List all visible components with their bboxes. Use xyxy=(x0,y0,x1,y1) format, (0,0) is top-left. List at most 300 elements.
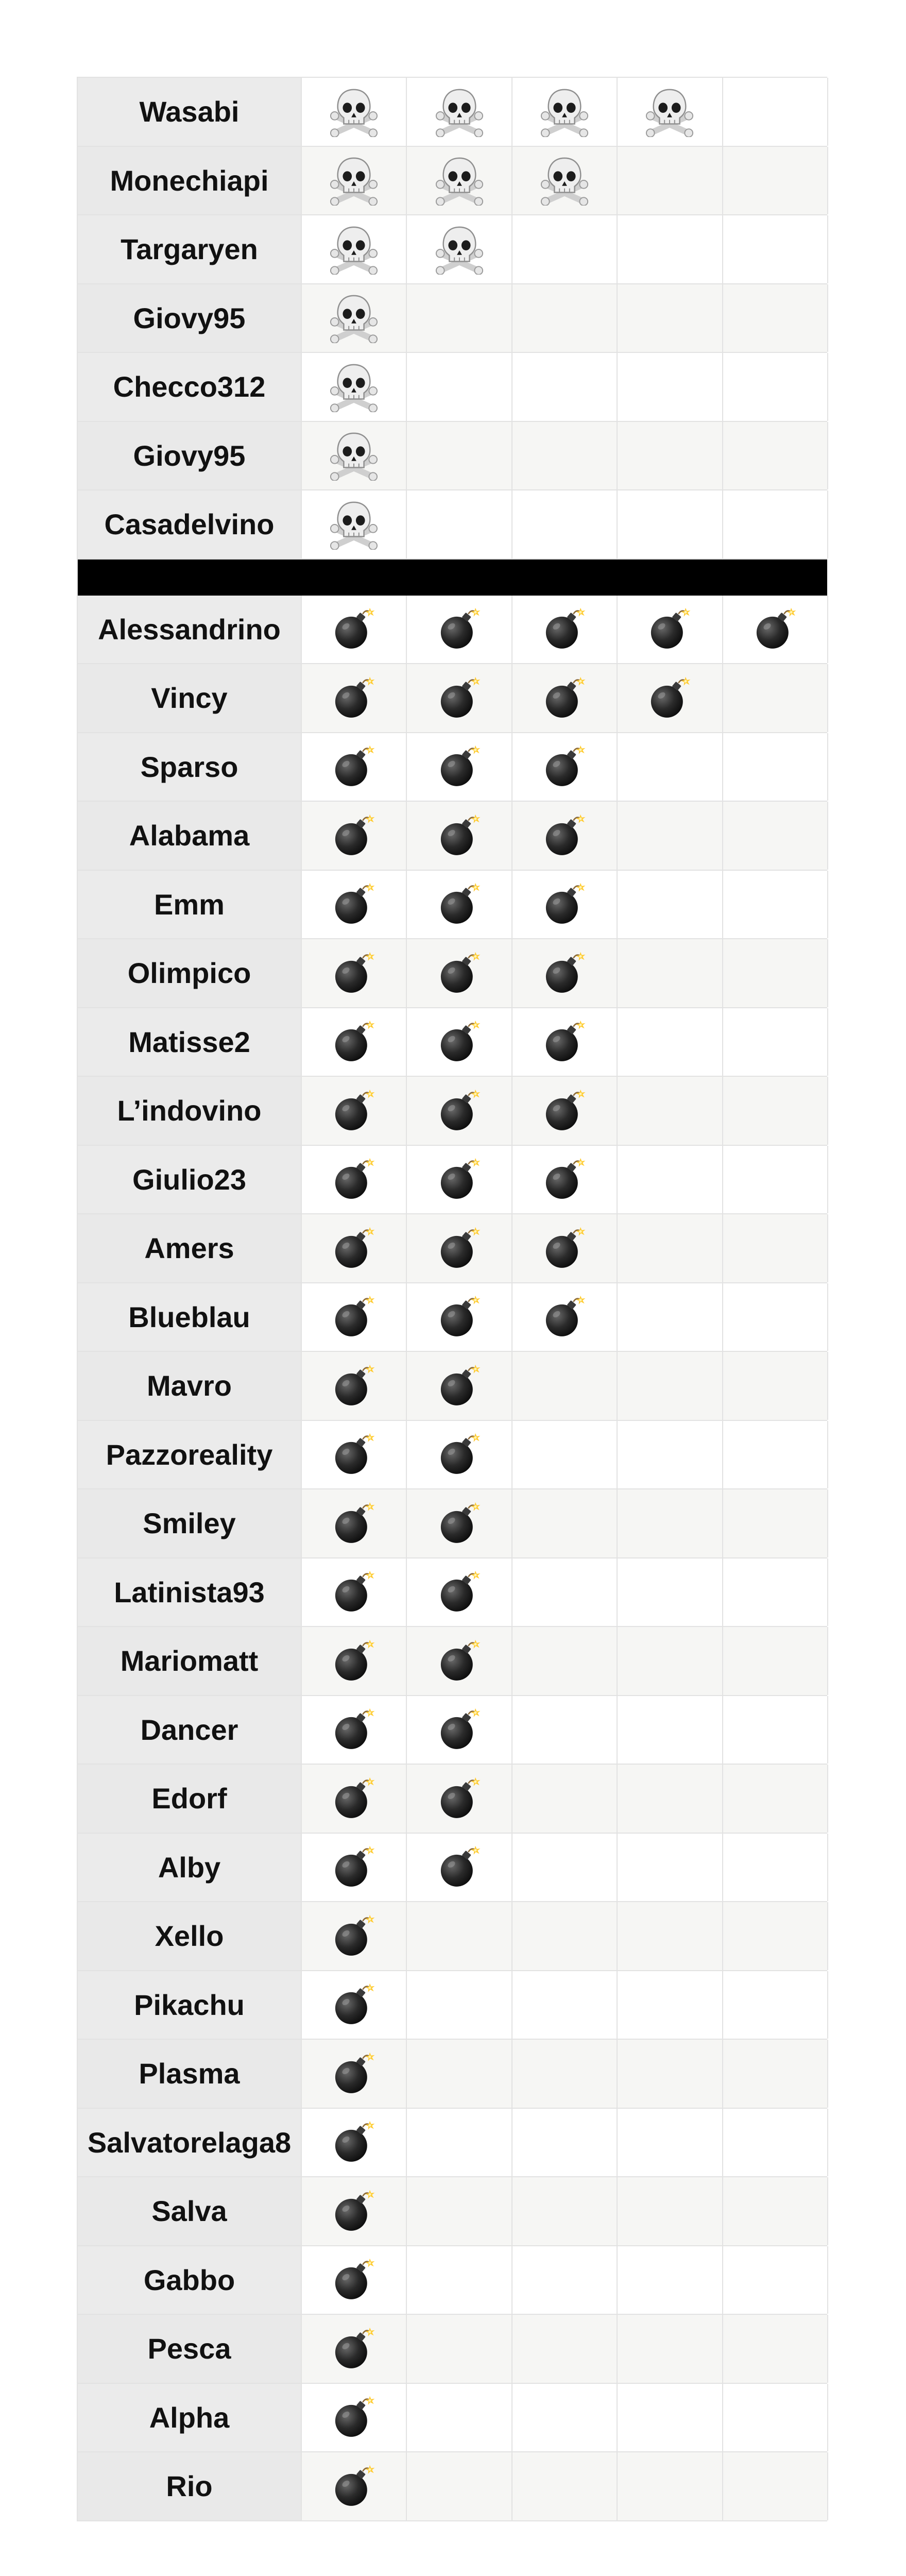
bomb-icon xyxy=(437,1364,482,1408)
tally-cell xyxy=(618,1008,723,1076)
tally-cell xyxy=(407,2452,512,2520)
tally-cell xyxy=(723,284,828,352)
bomb-icon xyxy=(437,1020,482,1064)
bomb-icon xyxy=(542,814,587,858)
tally-cell xyxy=(618,1558,723,1626)
player-name: Pesca xyxy=(78,2315,302,2383)
tally-cell xyxy=(302,1077,407,1145)
tally-cell xyxy=(618,2384,723,2452)
table-row xyxy=(78,215,827,284)
player-name: Matisse2 xyxy=(78,1008,302,1076)
tally-cell xyxy=(618,1627,723,1695)
tally-cell xyxy=(302,1765,407,1833)
tally-cell xyxy=(618,1765,723,1833)
tally-cell xyxy=(723,1765,828,1833)
bomb-icon xyxy=(647,607,692,651)
skull-and-crossbones-icon xyxy=(329,224,379,275)
tally-cell xyxy=(512,1214,618,1282)
tally-cell xyxy=(723,802,828,870)
tally-cell xyxy=(618,1077,723,1145)
tally-cell xyxy=(512,871,618,939)
tally-cell xyxy=(512,353,618,421)
skull-and-crossbones-icon xyxy=(329,293,379,343)
tally-cell xyxy=(407,1146,512,1214)
table-row xyxy=(78,2040,827,2109)
tally-cell xyxy=(302,422,407,490)
table-row xyxy=(78,2315,827,2384)
player-name: Plasma xyxy=(78,2040,302,2108)
tally-cell xyxy=(723,1558,828,1626)
skull-and-crossbones-icon xyxy=(644,87,695,137)
tally-cell xyxy=(302,2177,407,2245)
tally-cell xyxy=(618,353,723,421)
bomb-icon xyxy=(332,2120,376,2164)
bomb-icon xyxy=(542,951,587,995)
bomb-icon xyxy=(437,1570,482,1614)
tally-cell xyxy=(618,490,723,558)
tally-cell xyxy=(618,1146,723,1214)
tally-cell xyxy=(407,733,512,801)
bomb-icon xyxy=(542,676,587,720)
player-name: L’indovino xyxy=(78,1077,302,1145)
skull-and-crossbones-icon xyxy=(329,155,379,206)
skull-and-crossbones-icon xyxy=(434,224,485,275)
tally-cell xyxy=(302,1421,407,1489)
bomb-icon xyxy=(332,1776,376,1821)
bomb-icon xyxy=(332,1364,376,1408)
tally-cell xyxy=(723,1696,828,1764)
tally-cell xyxy=(512,2452,618,2520)
bomb-icon xyxy=(332,2464,376,2509)
tally-cell xyxy=(723,1008,828,1076)
table-row xyxy=(78,1627,827,1696)
tally-cell xyxy=(723,1214,828,1282)
tally-cell xyxy=(302,353,407,421)
bomb-icon xyxy=(437,1776,482,1821)
table-row xyxy=(78,802,827,871)
section-divider xyxy=(78,560,827,596)
table-row xyxy=(78,2384,827,2453)
tally-cell xyxy=(723,147,828,215)
tally-cell xyxy=(407,871,512,939)
bomb-icon xyxy=(332,676,376,720)
bomb-icon xyxy=(437,814,482,858)
table-row xyxy=(78,939,827,1008)
tally-cell xyxy=(723,596,828,664)
tally-cell xyxy=(407,802,512,870)
tally-cell xyxy=(512,1834,618,1902)
tally-cell xyxy=(302,1214,407,1282)
tally-cell xyxy=(302,1146,407,1214)
bomb-icon xyxy=(542,744,587,789)
tally-cell xyxy=(723,2246,828,2314)
player-name: Alpha xyxy=(78,2384,302,2452)
player-name: Xello xyxy=(78,1902,302,1970)
tally-cell xyxy=(512,1352,618,1420)
tally-cell xyxy=(723,1283,828,1351)
table-row xyxy=(78,2177,827,2246)
tally-cell xyxy=(407,2040,512,2108)
tally-cell xyxy=(723,1627,828,1695)
player-name: Emm xyxy=(78,871,302,939)
tally-cell xyxy=(723,664,828,732)
tally-cell xyxy=(407,147,512,215)
tally-cell xyxy=(302,2315,407,2383)
tally-cell xyxy=(512,1077,618,1145)
tally-cell xyxy=(302,2246,407,2314)
tally-cell xyxy=(512,596,618,664)
tally-cell xyxy=(512,2177,618,2245)
bomb-icon xyxy=(332,1570,376,1614)
tally-cell xyxy=(723,2452,828,2520)
tally-cell xyxy=(618,422,723,490)
tally-cell xyxy=(512,939,618,1007)
tally-cell xyxy=(302,871,407,939)
tally-cell xyxy=(618,1421,723,1489)
bomb-icon xyxy=(332,2052,376,2096)
tally-cell xyxy=(618,215,723,283)
tally-cell xyxy=(512,1489,618,1557)
tally-cell xyxy=(302,596,407,664)
tally-cell xyxy=(407,1008,512,1076)
tally-cell xyxy=(302,1558,407,1626)
player-name: Checco312 xyxy=(78,353,302,421)
tally-cell xyxy=(302,490,407,558)
bomb-icon xyxy=(332,882,376,926)
tally-cell xyxy=(723,1902,828,1970)
bomb-icon xyxy=(332,1157,376,1201)
skull-and-crossbones-icon xyxy=(329,499,379,550)
bomb-icon xyxy=(437,1157,482,1201)
tally-cell xyxy=(618,284,723,352)
bomb-icon xyxy=(332,2395,376,2439)
tally-cell xyxy=(618,664,723,732)
bomb-icon xyxy=(332,2258,376,2302)
bomb-icon xyxy=(542,1226,587,1270)
tally-cell xyxy=(512,490,618,558)
bomb-icon xyxy=(332,951,376,995)
bomb-icon xyxy=(437,1639,482,1683)
player-name: Smiley xyxy=(78,1489,302,1557)
tally-cell xyxy=(302,215,407,283)
tally-cell xyxy=(723,2384,828,2452)
tally-cell xyxy=(407,1214,512,1282)
tally-cell xyxy=(723,939,828,1007)
skull-and-crossbones-icon xyxy=(329,430,379,481)
table-row xyxy=(78,2452,827,2521)
tally-cell xyxy=(618,1834,723,1902)
bomb-icon xyxy=(437,1226,482,1270)
table-row xyxy=(78,596,827,665)
tally-cell xyxy=(512,2040,618,2108)
bomb-icon xyxy=(437,1295,482,1339)
tally-cell xyxy=(407,284,512,352)
tally-cell xyxy=(302,1283,407,1351)
tally-cell xyxy=(723,1352,828,1420)
tally-cell xyxy=(302,2109,407,2177)
tally-cell xyxy=(723,871,828,939)
tally-cell xyxy=(512,1902,618,1970)
table-row xyxy=(78,1765,827,1834)
player-name: Giulio23 xyxy=(78,1146,302,1214)
table-row xyxy=(78,1558,827,1628)
tally-cell xyxy=(512,215,618,283)
tally-cell xyxy=(723,353,828,421)
tally-cell xyxy=(512,664,618,732)
tally-cell xyxy=(302,147,407,215)
bomb-icon xyxy=(332,2189,376,2233)
tally-cell xyxy=(302,2040,407,2108)
bomb-icon xyxy=(542,1295,587,1339)
tally-cell xyxy=(407,1489,512,1557)
tally-cell xyxy=(618,871,723,939)
tally-cell xyxy=(407,1558,512,1626)
bomb-icon xyxy=(437,607,482,651)
player-name: Sparso xyxy=(78,733,302,801)
bomb-icon xyxy=(437,1707,482,1752)
tally-cell xyxy=(512,422,618,490)
tally-cell xyxy=(302,2384,407,2452)
bomb-icon xyxy=(542,882,587,926)
bomb-icon xyxy=(542,607,587,651)
bomb-icon xyxy=(437,1089,482,1133)
bomb-icon xyxy=(437,1432,482,1477)
tally-cell xyxy=(512,2109,618,2177)
bomb-icon xyxy=(332,1639,376,1683)
bomb-icon xyxy=(542,1020,587,1064)
bomb-icon xyxy=(647,676,692,720)
table-row xyxy=(78,1696,827,1765)
tally-cell xyxy=(618,1696,723,1764)
player-name: Wasabi xyxy=(78,78,302,146)
tally-cell xyxy=(407,1352,512,1420)
player-name: Blueblau xyxy=(78,1283,302,1351)
tally-cell xyxy=(407,78,512,146)
tally-cell xyxy=(618,939,723,1007)
tally-cell xyxy=(302,939,407,1007)
tally-cell xyxy=(302,1971,407,2039)
bomb-icon xyxy=(332,1707,376,1752)
bomb-icon xyxy=(332,1845,376,1889)
player-name: Salvatorelaga8 xyxy=(78,2109,302,2177)
tally-cell xyxy=(618,802,723,870)
tally-cell xyxy=(723,215,828,283)
player-name: Alby xyxy=(78,1834,302,1902)
tally-cell xyxy=(407,664,512,732)
table-row xyxy=(78,1077,827,1146)
tally-cell xyxy=(512,1283,618,1351)
tally-cell xyxy=(723,422,828,490)
tally-cell xyxy=(723,2040,828,2108)
tally-cell xyxy=(512,1765,618,1833)
table-row xyxy=(78,353,827,422)
table-row xyxy=(78,1902,827,1971)
tally-cell xyxy=(512,284,618,352)
tally-cell xyxy=(512,1008,618,1076)
table-row xyxy=(78,147,827,216)
tally-cell xyxy=(302,664,407,732)
tally-cell xyxy=(407,1627,512,1695)
tally-cell xyxy=(407,2384,512,2452)
table-row xyxy=(78,78,827,147)
tally-cell xyxy=(618,2246,723,2314)
scoreboard-table xyxy=(77,77,827,2521)
tally-cell xyxy=(407,2315,512,2383)
tally-cell xyxy=(407,1902,512,1970)
table-row xyxy=(78,733,827,802)
tally-cell xyxy=(723,733,828,801)
tally-cell xyxy=(302,1489,407,1557)
table-row xyxy=(78,1283,827,1352)
tally-cell xyxy=(723,2109,828,2177)
tally-cell xyxy=(407,596,512,664)
tally-cell xyxy=(618,78,723,146)
tally-cell xyxy=(302,78,407,146)
tally-cell xyxy=(302,1902,407,1970)
tally-cell xyxy=(302,1627,407,1695)
skull-and-crossbones-icon xyxy=(434,155,485,206)
tally-cell xyxy=(723,1421,828,1489)
player-name: Latinista93 xyxy=(78,1558,302,1626)
tally-cell xyxy=(618,2452,723,2520)
bomb-icon xyxy=(437,1845,482,1889)
player-name: Mavro xyxy=(78,1352,302,1420)
table-row xyxy=(78,1489,827,1558)
table-row xyxy=(78,1146,827,1215)
player-name: Edorf xyxy=(78,1765,302,1833)
tally-cell xyxy=(407,1971,512,2039)
table-row xyxy=(78,664,827,733)
tally-cell xyxy=(407,1421,512,1489)
bomb-icon xyxy=(332,1089,376,1133)
player-name: Pikachu xyxy=(78,1971,302,2039)
tally-cell xyxy=(407,1765,512,1833)
tally-cell xyxy=(512,1558,618,1626)
skull-and-crossbones-icon xyxy=(329,362,379,412)
tally-cell xyxy=(723,1146,828,1214)
tally-cell xyxy=(512,1627,618,1695)
player-name: Dancer xyxy=(78,1696,302,1764)
tally-cell xyxy=(407,2177,512,2245)
skull-and-crossbones-icon xyxy=(434,87,485,137)
bomb-icon xyxy=(437,882,482,926)
tally-cell xyxy=(618,2040,723,2108)
bomb-icon xyxy=(753,607,797,651)
player-name: Rio xyxy=(78,2452,302,2520)
tally-cell xyxy=(723,2315,828,2383)
tally-cell xyxy=(512,2246,618,2314)
tally-cell xyxy=(618,1971,723,2039)
table-row xyxy=(78,1971,827,2040)
tally-cell xyxy=(618,733,723,801)
tally-cell xyxy=(723,2177,828,2245)
tally-cell xyxy=(407,490,512,558)
bomb-icon xyxy=(332,1982,376,2027)
table-row xyxy=(78,1352,827,1421)
table-row xyxy=(78,2246,827,2315)
tally-cell xyxy=(512,147,618,215)
player-name: Targaryen xyxy=(78,215,302,283)
tally-cell xyxy=(512,1421,618,1489)
player-name: Monechiapi xyxy=(78,147,302,215)
bomb-icon xyxy=(332,1432,376,1477)
tally-cell xyxy=(512,1971,618,2039)
tally-cell xyxy=(407,215,512,283)
tally-cell xyxy=(618,147,723,215)
player-name: Giovy95 xyxy=(78,284,302,352)
tally-cell xyxy=(618,2177,723,2245)
tally-cell xyxy=(302,1008,407,1076)
bomb-icon xyxy=(332,1020,376,1064)
bomb-icon xyxy=(332,814,376,858)
tally-cell xyxy=(302,1696,407,1764)
tally-cell xyxy=(618,596,723,664)
bomb-icon xyxy=(437,676,482,720)
tally-cell xyxy=(407,1077,512,1145)
tally-cell xyxy=(302,1352,407,1420)
tally-cell xyxy=(512,733,618,801)
player-name: Pazzoreality xyxy=(78,1421,302,1489)
tally-cell xyxy=(302,733,407,801)
tally-cell xyxy=(407,1283,512,1351)
player-name: Alessandrino xyxy=(78,596,302,664)
tally-cell xyxy=(407,422,512,490)
skull-and-crossbones-icon xyxy=(329,87,379,137)
bomb-icon xyxy=(332,1295,376,1339)
tally-cell xyxy=(723,1489,828,1557)
tally-cell xyxy=(618,1214,723,1282)
tally-cell xyxy=(723,490,828,558)
tally-cell xyxy=(723,1971,828,2039)
bomb-icon xyxy=(332,744,376,789)
tally-cell xyxy=(618,1283,723,1351)
tally-cell xyxy=(407,1696,512,1764)
bomb-icon xyxy=(332,2327,376,2371)
tally-cell xyxy=(723,1834,828,1902)
player-name: Vincy xyxy=(78,664,302,732)
player-name: Salva xyxy=(78,2177,302,2245)
player-name: Mariomatt xyxy=(78,1627,302,1695)
tally-cell xyxy=(618,1489,723,1557)
tally-cell xyxy=(407,353,512,421)
table-row xyxy=(78,422,827,491)
bomb-icon xyxy=(332,1914,376,1958)
tally-cell xyxy=(302,2452,407,2520)
player-name: Alabama xyxy=(78,802,302,870)
table-row xyxy=(78,490,827,560)
tally-cell xyxy=(302,1834,407,1902)
tally-cell xyxy=(407,2246,512,2314)
player-name: Giovy95 xyxy=(78,422,302,490)
bomb-icon xyxy=(437,1501,482,1546)
tally-cell xyxy=(512,2384,618,2452)
tally-cell xyxy=(302,284,407,352)
table-row xyxy=(78,1214,827,1283)
tally-cell xyxy=(512,1146,618,1214)
player-name: Casadelvino xyxy=(78,490,302,558)
bomb-icon xyxy=(332,1226,376,1270)
table-row xyxy=(78,1008,827,1077)
tally-cell xyxy=(723,1077,828,1145)
tally-cell xyxy=(618,1902,723,1970)
player-name: Gabbo xyxy=(78,2246,302,2314)
bomb-icon xyxy=(332,607,376,651)
tally-cell xyxy=(618,1352,723,1420)
tally-cell xyxy=(618,2109,723,2177)
tally-cell xyxy=(512,78,618,146)
tally-cell xyxy=(618,2315,723,2383)
tally-cell xyxy=(407,1834,512,1902)
